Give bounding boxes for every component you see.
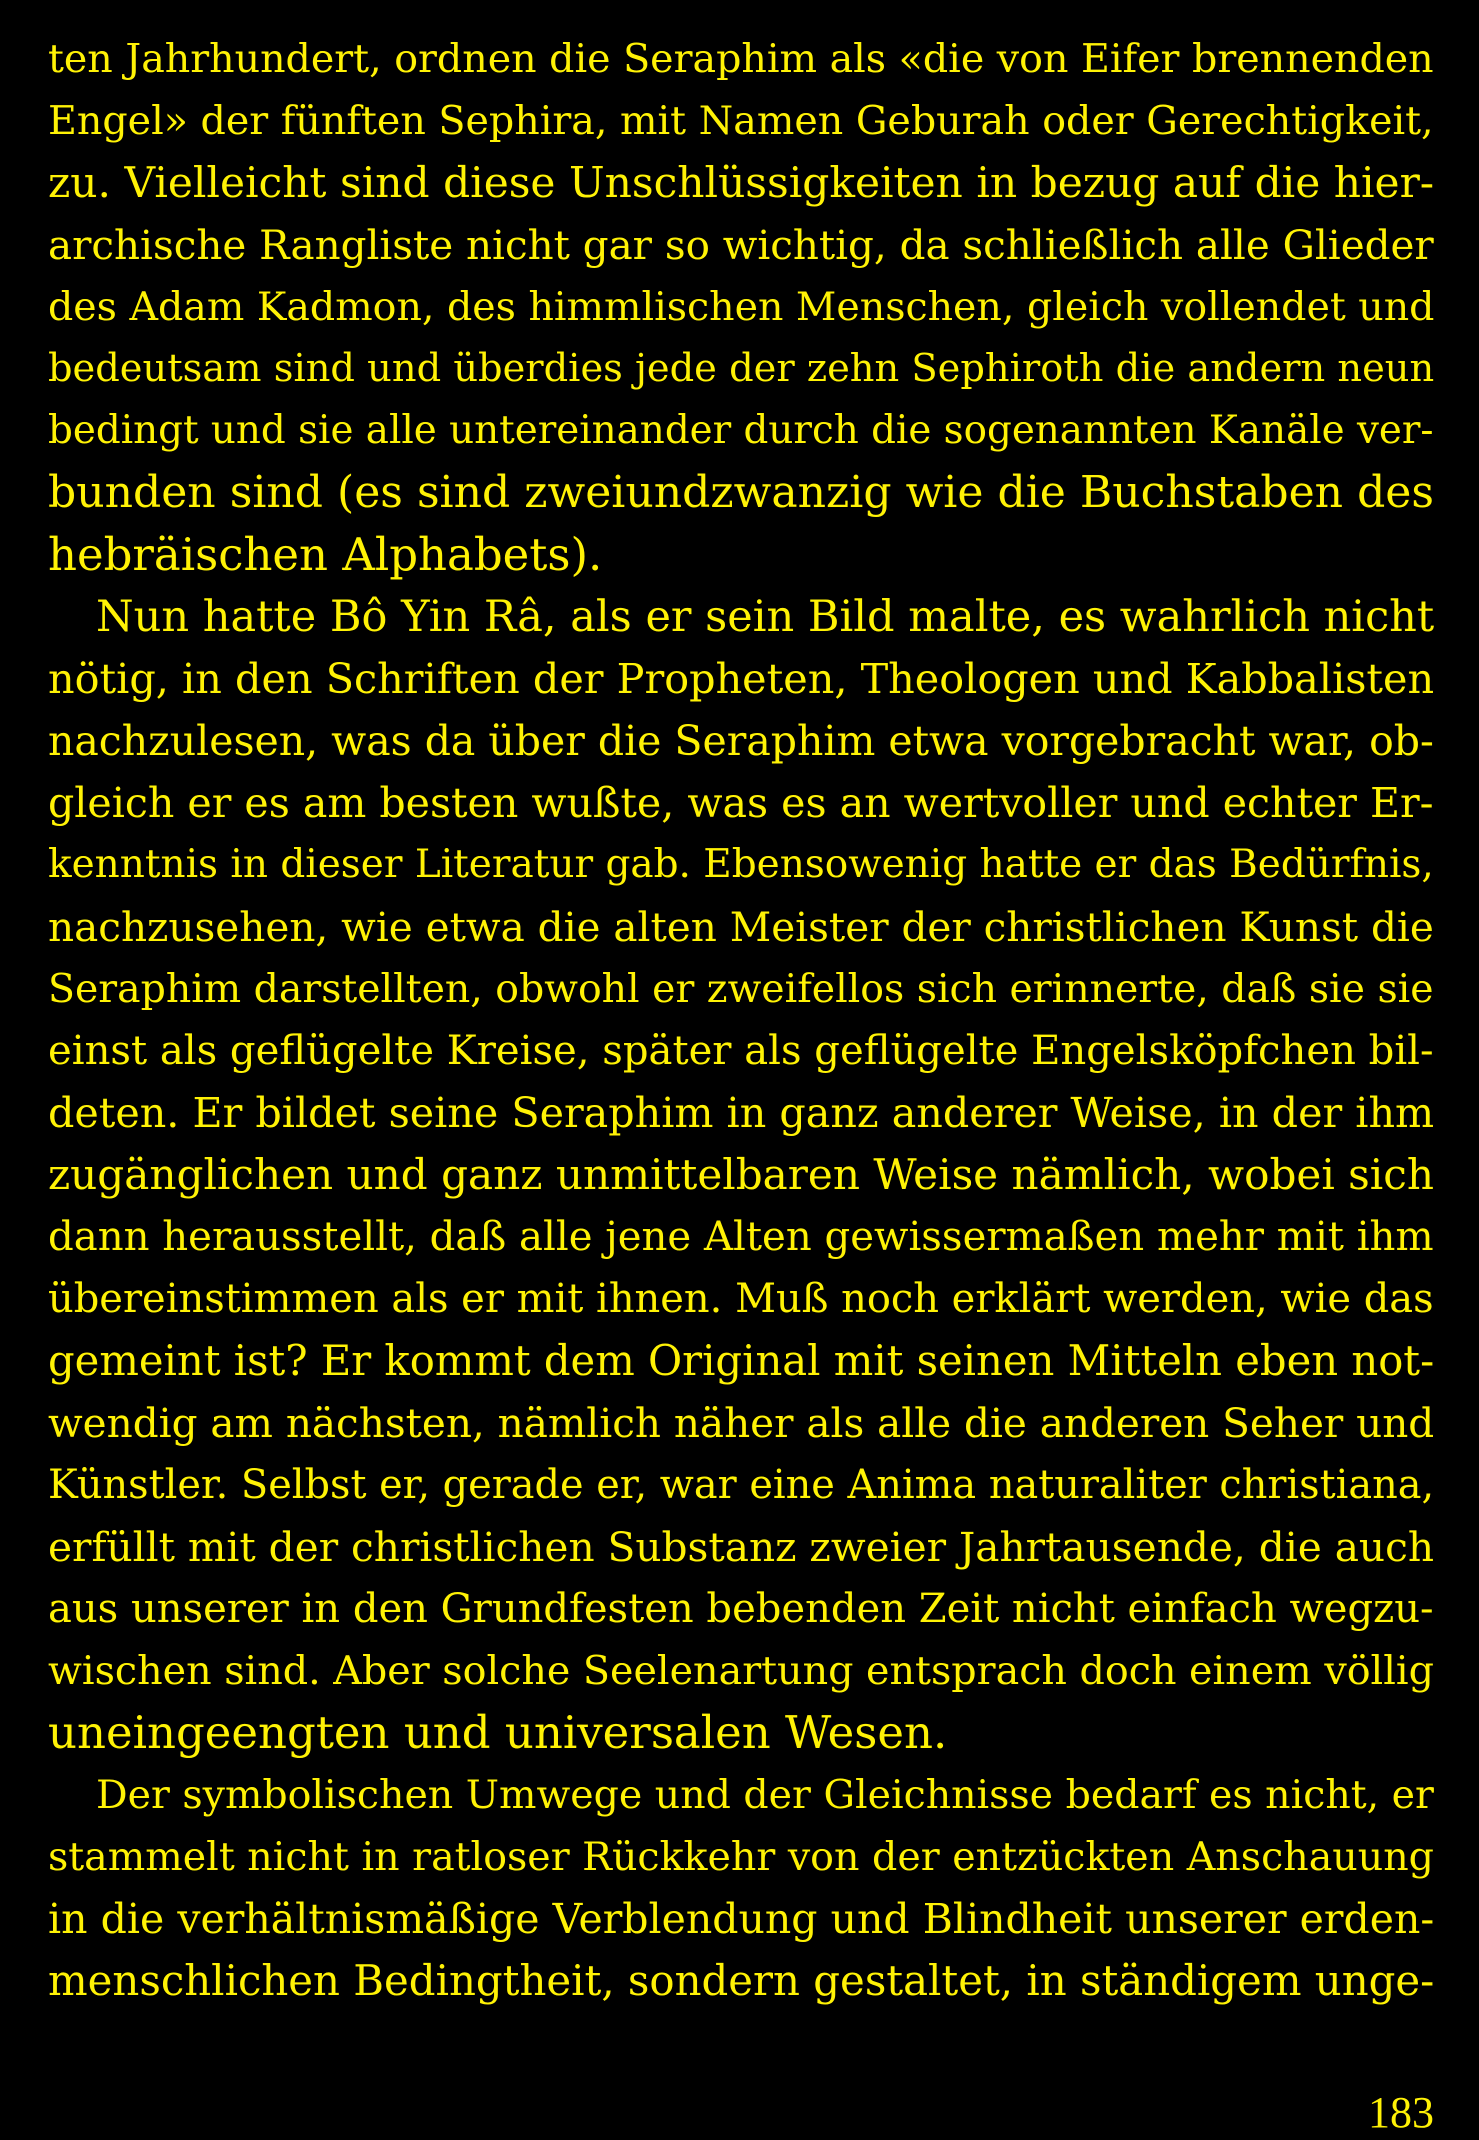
text-line: nachzulesen, was da über die Seraphim etwa vorgebracht war, ob- <box>48 717 1434 765</box>
text-line: wischen sind. Aber solche Seelenartung entsprach doch einem völlig <box>48 1648 1434 1694</box>
text-line: zu. Vielleicht sind diese Unschlüssigkeiten in bezug auf die hier- <box>48 158 1435 207</box>
text-line: bunden sind (es sind zweiundzwanzig wie die Buchstaben des <box>48 467 1434 518</box>
text-line: einst als geflügelte Kreise, später als geflügelte Engelsköpfchen bil- <box>48 1028 1434 1074</box>
text-line: gleich er es am besten wußte, was es an wertvoller und echter Er- <box>48 779 1434 827</box>
text-line: kenntnis in dieser Literatur gab. Ebensowenig hatte er das Bedürfnis, <box>48 842 1434 887</box>
text-line: deten. Er bildet seine Seraphim in ganz anderer Weise, in der ihm <box>48 1089 1435 1137</box>
text-line: Künstler. Selbst er, gerade er, war eine Anima naturaliter christiana, <box>48 1462 1435 1508</box>
page-number: 183 <box>1368 2088 1434 2137</box>
text-line: dann herausstellt, daß alle jene Alten gewissermaßen mehr mit ihm <box>48 1214 1434 1260</box>
text-line: aus unserer in den Grundfesten bebenden Zeit nicht einfach wegzu- <box>48 1586 1434 1632</box>
text-line: wendig am nächsten, nämlich näher als alle die anderen Seher und <box>48 1399 1435 1447</box>
text-line: in die verhältnismäßige Verblendung und Blindheit unserer erden- <box>48 1895 1435 1943</box>
text-line: Der symbolischen Umwege und der Gleichnisse bedarf es nicht, er <box>96 1772 1434 1818</box>
text-line: nachzusehen, wie etwa die alten Meister der christlichen Kunst die <box>48 903 1434 951</box>
text-line: uneingeengten und universalen Wesen. <box>48 1706 948 1759</box>
text-line: hebräischen Alphabets). <box>48 528 603 581</box>
text-line: nötig, in den Schriften der Propheten, Theologen und Kabbalisten <box>48 655 1435 703</box>
text-line: ten Jahrhundert, ordnen die Seraphim als «die von Eifer brennenden <box>48 36 1434 82</box>
text-line: des Adam Kadmon, des himmlischen Menschen, gleich vollendet und <box>48 284 1435 330</box>
text-line: zugänglichen und ganz unmittelbaren Weise nämlich, wobei sich <box>48 1150 1434 1199</box>
text-line: Seraphim darstellten, obwohl er zweifellos sich erinnerte, daß sie sie <box>48 966 1434 1012</box>
text-line: Engel» der fünften Sephira, mit Namen Geburah oder Gerechtigkeit, <box>48 98 1434 144</box>
text-line: archische Rangliste nicht gar so wichtig, da schließlich alle Glieder <box>48 221 1434 269</box>
text-line: bedeutsam sind und überdies jede der zehn Sephiroth die andern neun <box>48 346 1435 391</box>
text-line: stammelt nicht in ratloser Rückkehr von der entzückten Anschauung <box>48 1834 1434 1880</box>
text-line: bedingt und sie alle untereinander durch die sogenannten Kanäle ver- <box>48 408 1434 453</box>
text-line: menschlichen Bedingtheit, sondern gestaltet, in ständigem unge- <box>48 1956 1435 2005</box>
text-line: Nun hatte Bô Yin Râ, als er sein Bild malte, es wahrlich nicht <box>96 592 1435 642</box>
text-line: übereinstimmen als er mit ihnen. Muß noch erklärt werden, wie das <box>48 1276 1434 1322</box>
book-page <box>48 28 1435 2137</box>
text-line: gemeint ist? Er kommt dem Original mit seinen Mitteln eben not- <box>48 1336 1435 1385</box>
text-line: erfüllt mit der christlichen Substanz zweier Jahrtausende, die auch <box>48 1523 1434 1571</box>
